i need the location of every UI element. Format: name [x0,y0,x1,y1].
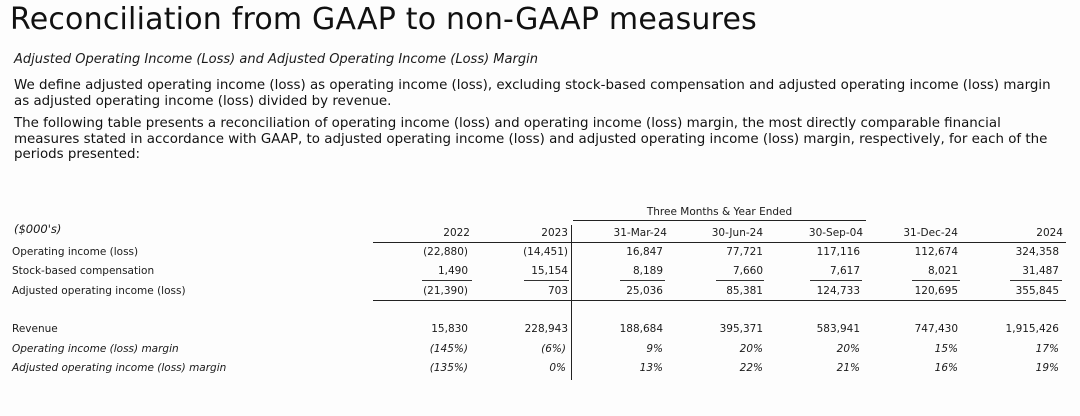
table-cell: 15% [934,343,958,355]
definition-paragraph: We define adjusted operating income (loss) as operating income (loss), excluding stock-based compensation and adjusted operating income (loss) margin as adjusted operating income (loss) divided by revenue. [14,78,1051,109]
header-rule [373,242,1066,243]
column-header: 30-Jun-24 [711,227,763,239]
table-cell: 1,915,426 [1005,323,1059,335]
table-cell: 8,021 [927,265,958,277]
table-cell: 117,116 [816,246,860,258]
column-header: 2024 [1036,227,1063,239]
row-label: Stock-based compensation [12,265,155,277]
period-header-rule [573,220,866,221]
table-intro-paragraph: The following table presents a reconciliation of operating income (loss) and operating income (loss) margin, the most directly comparable financial measures stated in accordance with GAAP, to adjusted operating income (loss) and adjusted operating income (loss) margin, respectively, for each of the periods presented: [14,116,1048,162]
table-cell: 21% [836,362,860,374]
period-header: Three Months & Year Ended [646,206,793,218]
table-cell: 355,845 [1015,285,1059,297]
sum-rule [716,280,764,281]
table-cell: (21,390) [423,285,468,297]
page-title: Reconciliation from GAAP to non-GAAP measures [10,2,757,37]
table-cell: 7,617 [829,265,860,277]
table-cell: (22,880) [423,246,468,258]
table-cell: (14,451) [523,246,568,258]
column-header: 2022 [443,227,470,239]
table-cell: 16% [934,362,958,374]
table-cell: 228,943 [524,323,568,335]
column-header: 31-Mar-24 [613,227,667,239]
table-cell: 188,684 [619,323,663,335]
sum-rule [912,280,960,281]
table-cell: 112,674 [914,246,958,258]
table-cell: 19% [1035,362,1059,374]
table-cell: 22% [739,362,763,374]
table-cell: 20% [836,343,860,355]
column-divider [571,225,572,380]
units-label: ($000's) [14,222,62,236]
row-label: Revenue [12,323,58,335]
sum-rule [810,280,862,281]
section-subtitle: Adjusted Operating Income (Loss) and Adjusted Operating Income (Loss) Margin [14,52,538,67]
row-label: Operating income (loss) margin [12,343,179,355]
table-cell: 0% [549,362,566,374]
table-cell: (145%) [429,343,468,355]
column-header: 30-Sep-04 [808,227,863,239]
table-cell: 31,487 [1022,265,1059,277]
column-header: 31-Dec-24 [903,227,958,239]
table-cell: (6%) [541,343,566,355]
table-cell: 15,154 [531,265,568,277]
table-cell: 25,036 [626,285,663,297]
table-cell: (135%) [429,362,468,374]
sum-rule [620,280,665,281]
table-cell: 324,358 [1015,246,1059,258]
row-label: Adjusted operating income (loss) margin [12,362,227,374]
table-cell: 85,381 [726,285,763,297]
table-cell: 747,430 [914,323,958,335]
sum-rule [524,280,569,281]
table-cell: 15,830 [431,323,468,335]
table-cell: 9% [646,343,663,355]
table-cell: 583,941 [816,323,860,335]
table-cell: 703 [547,285,568,297]
table-cell: 13% [639,362,663,374]
row-label: Operating income (loss) [12,246,139,258]
sum-rule [1010,280,1062,281]
sum-rule [422,280,472,281]
table-cell: 20% [739,343,763,355]
column-header: 2023 [541,227,568,239]
table-cell: 8,189 [632,265,663,277]
row-label: Adjusted operating income (loss) [12,285,186,297]
table-cell: 7,660 [732,265,763,277]
table-cell: 124,733 [816,285,860,297]
table-cell: 17% [1035,343,1059,355]
table-cell: 77,721 [726,246,763,258]
table-cell: 1,490 [437,265,468,277]
table-cell: 16,847 [626,246,663,258]
subtotal-rule [373,300,1066,301]
table-cell: 395,371 [719,323,763,335]
table-cell: 120,695 [914,285,958,297]
